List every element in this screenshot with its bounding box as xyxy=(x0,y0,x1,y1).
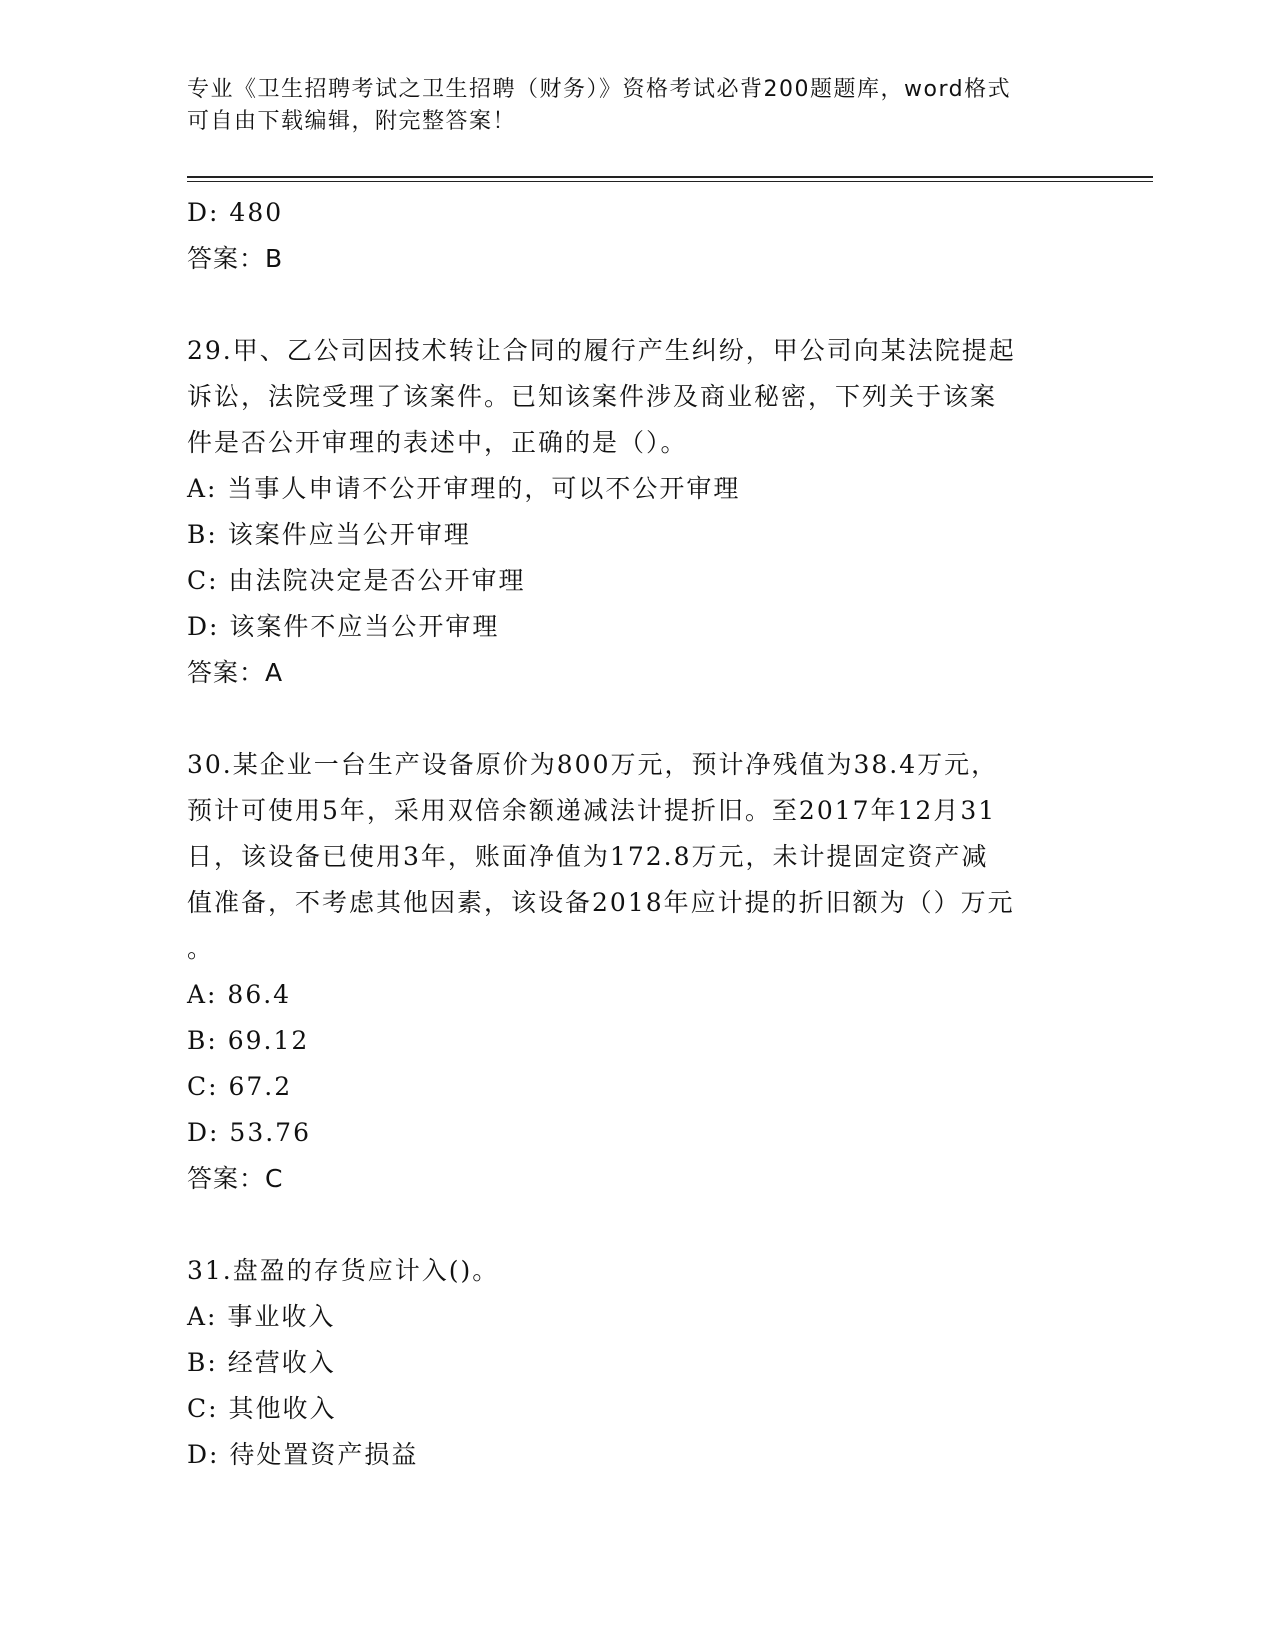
question-31-option-c: C: 其他收入 xyxy=(187,1394,337,1423)
question-29-option-b: B: 该案件应当公开审理 xyxy=(187,520,471,549)
spacer xyxy=(187,1202,1087,1248)
question-29-option-d: D: 该案件不应当公开审理 xyxy=(187,612,500,641)
question-29-option-a: A: 当事人申请不公开审理的，可以不公开审理 xyxy=(187,474,741,503)
spacer xyxy=(187,282,1087,328)
question-30-line-2: 预计可使用5年，采用双倍余额递减法计提折旧。至2017年12月31 xyxy=(187,796,997,825)
question-31-option-d: D: 待处置资产损益 xyxy=(187,1440,419,1469)
document-body xyxy=(187,190,1087,1478)
question-29-option-c: C: 由法院决定是否公开审理 xyxy=(187,566,526,595)
question-30-line-1: 30.某企业一台生产设备原价为800万元，预计净残值为38.4万元， xyxy=(187,750,999,779)
header-divider-thin xyxy=(187,181,1153,182)
header-line-2: 可自由下载编辑，附完整答案！ xyxy=(187,109,517,134)
question-30-option-a: A: 86.4 xyxy=(187,980,292,1009)
question-31-option-b: B: 经营收入 xyxy=(187,1348,336,1377)
question-30-option-c: C: 67.2 xyxy=(187,1072,293,1101)
header-divider-thick xyxy=(187,176,1153,178)
spacer xyxy=(187,696,1087,742)
question-30-line-4: 值准备，不考虑其他因素，该设备2018年应计提的折旧额为（）万元 xyxy=(187,888,1015,917)
question-29-line-1: 29.甲、乙公司因技术转让合同的履行产生纠纷，甲公司向某法院提起 xyxy=(187,336,1016,365)
question-30-line-5: 。 xyxy=(187,934,215,963)
header-line-1: 专业《卫生招聘考试之卫生招聘（财务）》资格考试必背200题题库，word格式 xyxy=(187,77,1012,102)
question-30-answer: 答案：C xyxy=(187,1164,284,1193)
question-31-option-a: A: 事业收入 xyxy=(187,1302,336,1331)
prev-answer: 答案：B xyxy=(187,244,284,273)
document-header xyxy=(187,74,1067,138)
question-30-option-d: D: 53.76 xyxy=(187,1118,311,1147)
question-29-answer: 答案：A xyxy=(187,658,284,687)
question-31-line-1: 31.盘盈的存货应计入()。 xyxy=(187,1256,500,1285)
prev-option-d: D: 480 xyxy=(187,198,284,227)
question-30-line-3: 日，该设备已使用3年，账面净值为172.8万元，未计提固定资产减 xyxy=(187,842,989,871)
question-29-line-2: 诉讼，法院受理了该案件。已知该案件涉及商业秘密，下列关于该案 xyxy=(187,382,998,411)
question-29-line-3: 件是否公开审理的表述中，正确的是（）。 xyxy=(187,428,688,457)
question-30-option-b: B: 69.12 xyxy=(187,1026,310,1055)
